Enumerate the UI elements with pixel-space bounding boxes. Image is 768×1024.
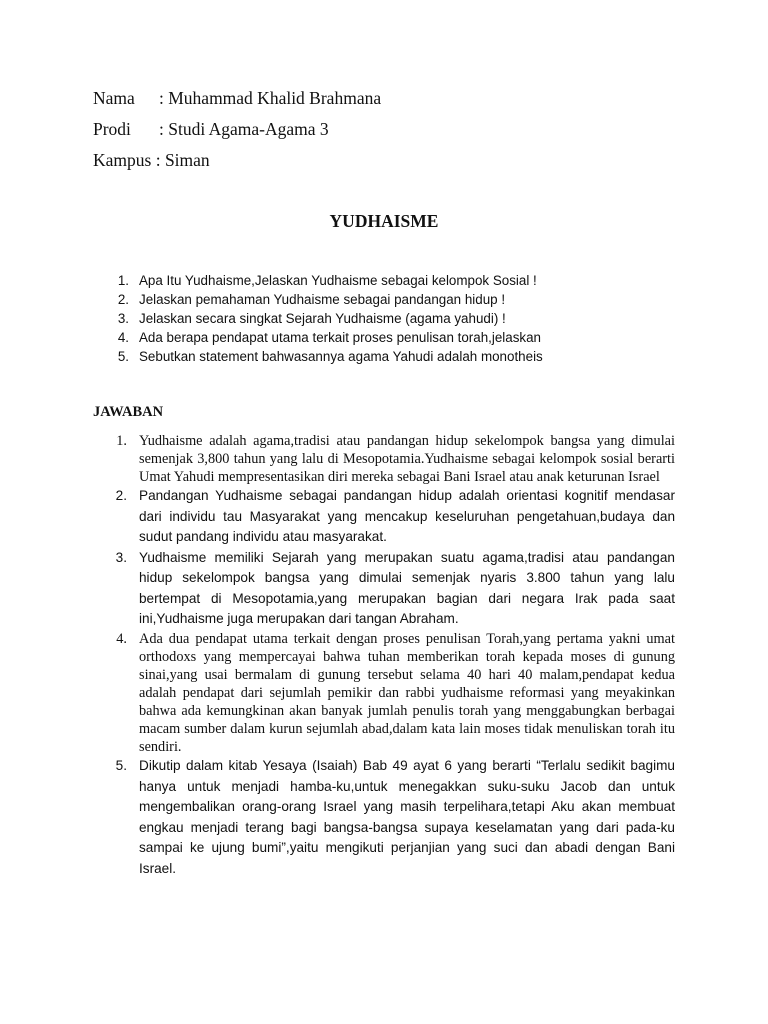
prodi-label: Prodi <box>93 119 131 139</box>
question-number: 4. <box>117 330 129 345</box>
question-text: Ada berapa pendapat utama terkait proses penulisan torah,jelaskan <box>139 330 541 345</box>
question-number: 3. <box>117 311 129 326</box>
document-title: YUDHAISME <box>329 211 439 231</box>
header-nama <box>93 88 381 108</box>
question-item <box>115 347 675 366</box>
answer-text: Ada dua pendapat utama terkait dengan proses penulisan Torah,yang pertama yakni umat orthodoxs yang mempercayai bahwa tuhan memberikan torah kepada moses di gunung sinai,yang usai bermalam di gunung tersebut selama 40 hari 40 malam,pendapat kedua adalah pendapat dari sejumlah pemikir dan rabbi yudhaisme reformasi yang meyakinkan bahwa ada kemungkinan akan banyak jumlah penulis torah yang menggabungkan berbagai macam sumber dalam kurun sejumlah abad,dalam kata lain moses tidak menuliskan torah itu sendiri. <box>139 630 675 756</box>
answer-number: 4. <box>116 630 127 647</box>
question-text: Jelaskan secara singkat Sejarah Yudhaisme (agama yahudi) ! <box>139 311 506 326</box>
kampus-value: : Siman <box>151 150 210 170</box>
question-item <box>115 328 675 347</box>
answer-item <box>115 548 675 630</box>
prodi-value: : Studi Agama-Agama 3 <box>159 119 329 139</box>
answer-item <box>115 486 675 548</box>
answer-item <box>115 432 675 486</box>
question-list <box>115 271 675 366</box>
kampus-label: Kampus <box>93 150 152 170</box>
answer-number: 2. <box>115 488 127 504</box>
nama-value: : Muhammad Khalid Brahmana <box>159 88 382 108</box>
answer-number: 5. <box>115 758 127 774</box>
answer-list <box>115 432 675 879</box>
jawaban-heading: JAWABAN <box>93 404 164 420</box>
answer-item <box>115 630 675 757</box>
question-text: Jelaskan pemahaman Yudhaisme sebagai pandangan hidup ! <box>139 292 506 307</box>
nama-label: Nama <box>93 88 135 108</box>
answer-text: Yudhaisme memiliki Sejarah yang merupakan suatu agama,tradisi atau pandangan hidup sekelompok bangsa yang dimulai semenjak nyaris 3.800 tahun yang lalu bertempat di Mesopotamia,yang merupakan bagian dari negara Irak pada saat ini,Yudhaisme juga merupakan dari tangan Abraham. <box>139 549 675 627</box>
answer-text: Yudhaisme adalah agama,tradisi atau pandangan hidup sekelompok bangsa yang dimulai semenjak 3,800 tahun yang lalu di Mesopotamia.Yudhaisme sebagai kelompok sosial berarti Umat Yahudi mempresentasikan diri mereka sebagai Bani Israel atau anak keturunan Israel <box>139 433 675 486</box>
header-kampus <box>93 150 210 170</box>
header-prodi <box>93 119 329 139</box>
question-number: 1. <box>117 273 129 288</box>
question-item <box>115 290 675 309</box>
question-item <box>115 309 675 328</box>
question-number: 2. <box>117 292 129 307</box>
question-number: 5. <box>117 349 129 364</box>
answer-text: Pandangan Yudhaisme sebagai pandangan hidup adalah orientasi kognitif mendasar dari individu tau Masyarakat yang mencakup keseluruhan pengetahuan,budaya dan sudut pandang individu atau masyarakat. <box>139 488 675 545</box>
question-text: Apa Itu Yudhaisme,Jelaskan Yudhaisme sebagai kelompok Sosial ! <box>139 273 537 288</box>
answer-number: 1. <box>116 433 127 449</box>
answer-item <box>115 756 675 879</box>
question-item <box>115 271 675 290</box>
answer-text: Dikutip dalam kitab Yesaya (Isaiah) Bab 49 ayat 6 yang berarti “Terlalu sedikit bagimu hanya untuk menjadi hamba-ku,untuk menegakkan suku-suku Jacob dan untuk mengembalikan orang-orang Israel yang masih terpelihara,tetapi Aku akan membuat engkau menjadi terang bagi bangsa-bangsa supaya keselamatan yang dari pada-ku sampai ke ujung bumi”,yaitu mengikuti perjanjian yang suci dan abadi dengan Bani Israel. <box>139 758 675 876</box>
question-text: Sebutkan statement bahwasannya agama Yahudi adalah monotheis <box>139 349 543 364</box>
answer-number: 3. <box>115 549 127 565</box>
